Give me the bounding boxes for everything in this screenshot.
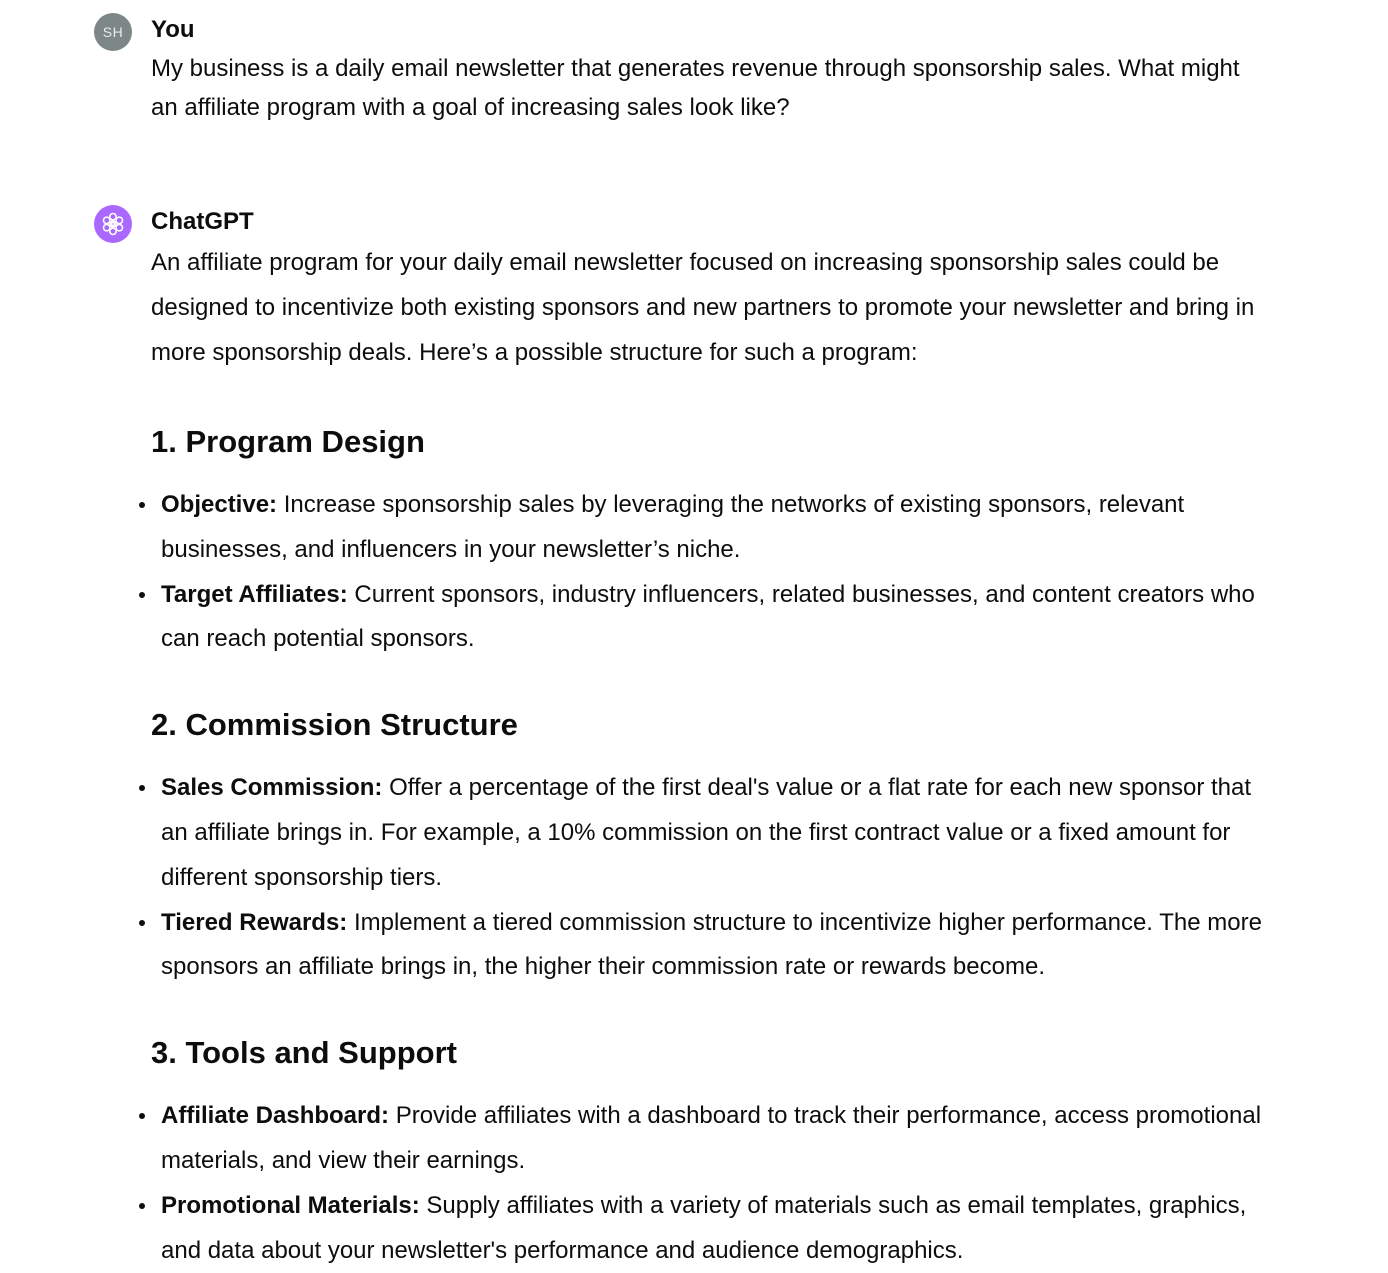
list-item <box>151 766 1266 900</box>
bullet-icon <box>139 920 145 926</box>
section-heading: 3. Tools and Support <box>151 1035 457 1071</box>
user-author-name: You <box>151 16 195 43</box>
user-avatar-initials: SH <box>102 24 124 40</box>
list-item <box>151 573 1266 663</box>
section-program-design <box>151 417 1266 662</box>
item-text: Implement a tiered commission structure to incentivize higher performance. The more sponsors an affiliate brings in, the higher their commission rate or rewards become. <box>161 908 1262 981</box>
item-term: Sales Commission: <box>161 774 383 802</box>
item-text: Offer a percentage of the first deal's value or a flat rate for each new sponsor that an affiliate brings in. For example, a 10% commission on the first contract value or a fixed amount for different sponsorship tiers. <box>161 774 1252 891</box>
assistant-avatar <box>94 205 132 243</box>
item-term: Affiliate Dashboard: <box>161 1102 390 1130</box>
bullet-icon <box>139 1203 145 1209</box>
bullet-icon <box>139 592 145 598</box>
item-text: Provide affiliates with a dashboard to track their performance, access promotional materials, and view their earnings. <box>161 1102 1262 1174</box>
item-term: Objective: <box>161 491 278 518</box>
list-item <box>151 483 1266 573</box>
section-heading: 2. Commission Structure <box>151 707 518 743</box>
list-item <box>151 1184 1266 1273</box>
bullet-list <box>151 766 1266 990</box>
item-text: Supply affiliates with a variety of materials such as email templates, graphics, and data about your newsletter's performance and audience demographics. <box>161 1191 1247 1264</box>
section-commission-structure <box>151 700 1266 990</box>
item-term: Tiered Rewards: <box>161 908 348 936</box>
assistant-author-name: ChatGPT <box>151 208 254 235</box>
bullet-icon <box>139 1113 145 1119</box>
bullet-list <box>151 1094 1266 1273</box>
item-text: Increase sponsorship sales by leveraging the networks of existing sponsors, relevant businesses, and influencers in your newsletter’s niche. <box>161 491 1185 563</box>
openai-logo-icon <box>100 211 126 237</box>
response-intro: An affiliate program for your daily email newsletter focused on increasing sponsorship sales could be designed to incentivize both existing sponsors and new partners to promote your newsletter and bring in more sponsorship deals. Here’s a possible structure for such a program: <box>151 249 1255 366</box>
section-heading: 1. Program Design <box>151 424 425 459</box>
bullet-list <box>151 483 1266 662</box>
bullet-icon <box>139 785 145 791</box>
item-term: Target Affiliates: <box>161 580 348 608</box>
user-message-text: My business is a daily email newsletter that generates revenue through sponsorship sales. What might an affiliate program with a goal of increasing sales look like? <box>151 55 1240 121</box>
bullet-icon <box>139 502 145 508</box>
section-tools-and-support <box>151 1028 1266 1273</box>
item-text: Current sponsors, industry influencers, related businesses, and content creators who can reach potential sponsors. <box>161 580 1255 653</box>
list-item <box>151 901 1266 991</box>
assistant-response <box>151 240 1266 1273</box>
user-avatar <box>94 13 132 51</box>
item-term: Promotional Materials: <box>161 1191 420 1219</box>
list-item <box>151 1094 1266 1184</box>
